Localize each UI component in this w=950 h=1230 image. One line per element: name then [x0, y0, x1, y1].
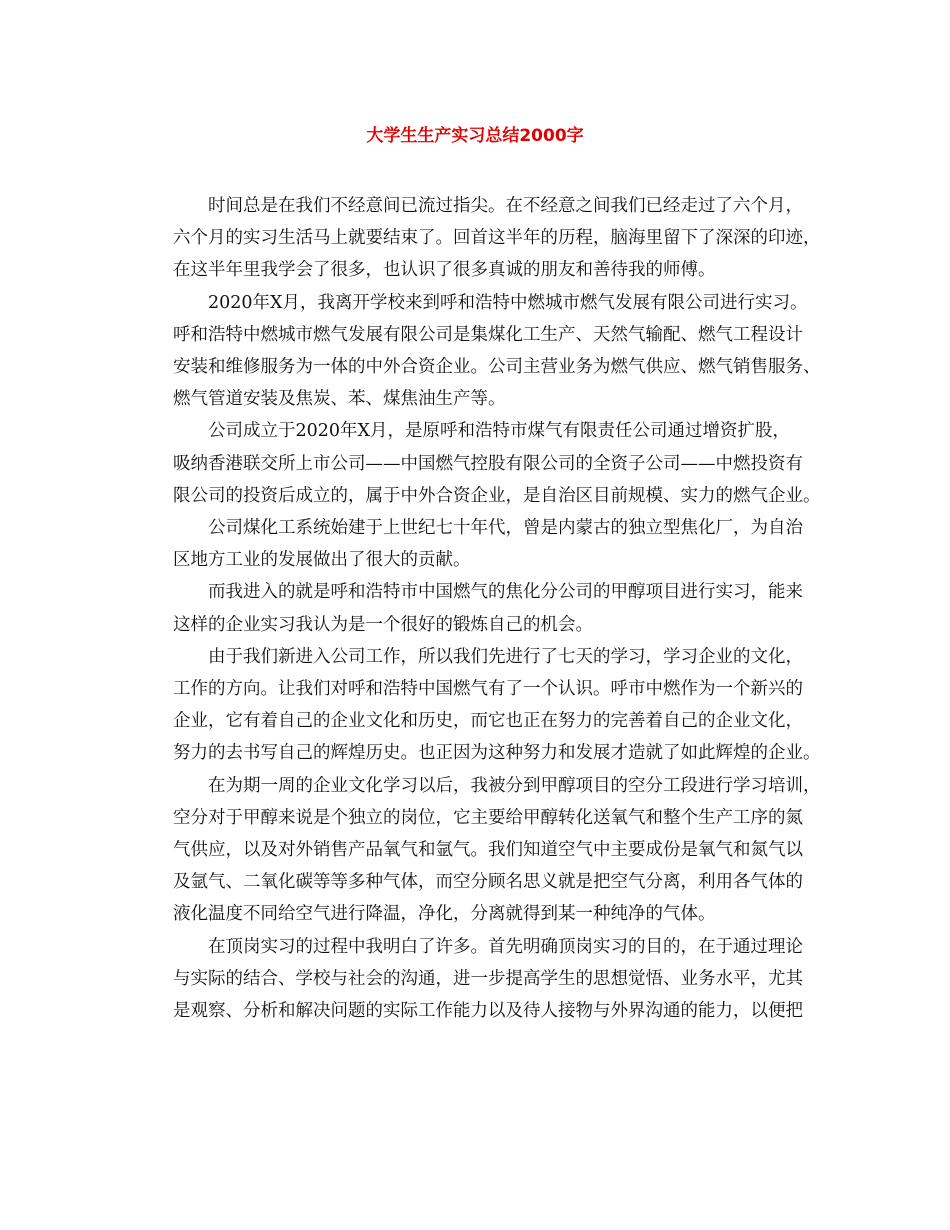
text-line: 在顶岗实习的过程中我明白了许多。首先明确顶岗实习的目的，在于通过理论	[208, 936, 803, 957]
paragraph-2	[138, 287, 828, 416]
text-line: 区地方工业的发展做出了很大的贡献。	[173, 550, 471, 571]
text-line: 是观察、分析和解决问题的实际工作能力以及待人接物与外界沟通的能力，以便把	[173, 1001, 803, 1022]
text-line: 吸纳香港联交所上市公司——中国燃气控股有限公司的全资子公司——中燃投资有	[173, 453, 803, 474]
text-line: 与实际的结合、学校与社会的沟通，进一步提高学生的思想觉悟、业务水平，尤其	[173, 968, 803, 989]
text-line: 六个月的实习生活马上就要结束了。回首这半年的历程，脑海里留下了深深的印迹，	[173, 228, 821, 249]
text-line: 努力的去书写自己的辉煌历史。也正因为这种努力和发展才造就了如此辉煌的企业。	[173, 743, 821, 764]
paragraph-3	[138, 415, 828, 512]
text-line: 时间总是在我们不经意间已流过指尖。在不经意之间我们已经走过了六个月，	[208, 196, 803, 216]
text-line: 气供应，以及对外销售产品氧气和氩气。我们知道空气中主要成份是氧气和氮气以	[173, 840, 803, 861]
text-line: 及氩气、二氧化碳等等多种气体，而空分顾名思义就是把空气分离，利用各气体的	[173, 872, 803, 893]
paragraph-6	[138, 641, 828, 770]
text-line: 企业，它有着自己的企业文化和历史，而它也正在努力的完善着自己的企业文化，	[173, 711, 803, 732]
text-line: 液化温度不同给空气进行降温，净化，分离就得到某一种纯净的气体。	[173, 904, 716, 925]
text-line: 燃气管道安装及焦炭、苯、煤焦油生产等。	[173, 389, 506, 410]
text-line: 在这半年里我学会了很多，也认识了很多真诚的朋友和善待我的师傅。	[173, 260, 716, 281]
text-line: 由于我们新进入公司工作，所以我们先进行了七天的学习，学习企业的文化，	[208, 646, 803, 667]
text-line: 工作的方向。让我们对呼和浩特中国燃气有了一个认识。呼市中燃作为一个新兴的	[173, 679, 803, 700]
text-line: 呼和浩特中燃城市燃气发展有限公司是集煤化工生产、天然气输配、燃气工程设计	[173, 324, 803, 345]
document-title: 大学生生产实习总结2000字	[366, 126, 584, 146]
paragraph-8	[138, 931, 828, 1028]
text-line: 这样的企业实习我认为是一个很好的锻炼自己的机会。	[173, 614, 593, 635]
paragraph-4	[138, 512, 828, 576]
paragraph-7	[138, 770, 828, 931]
paragraph-5	[138, 576, 828, 640]
text-line: 公司煤化工系统始建于上世纪七十年代，曾是内蒙古的独立型焦化厂，为自治	[208, 518, 803, 539]
text-line: 而我进入的就是呼和浩特市中国燃气的焦化分公司的甲醇项目进行实习，能来	[208, 582, 803, 603]
document-body	[138, 190, 828, 1027]
text-line: 安装和维修服务为一体的中外合资企业。公司主营业务为燃气供应、燃气销售服务、	[173, 357, 821, 378]
paragraph-1	[138, 190, 828, 287]
text-line: 在为期一周的企业文化学习以后，我被分到甲醇项目的空分工段进行学习培训，	[208, 775, 821, 796]
text-line: 2020年X月，我离开学校来到呼和浩特中燃城市燃气发展有限公司进行实习。	[208, 292, 808, 313]
text-line: 空分对于甲醇来说是个独立的岗位，它主要给甲醇转化送氧气和整个生产工序的氮	[173, 807, 803, 828]
text-line: 公司成立于2020年X月，是原呼和浩特市煤气有限责任公司通过增资扩股，	[208, 421, 790, 442]
text-line: 限公司的投资后成立的，属于中外合资企业，是自治区目前规模、实力的燃气企业。	[173, 485, 821, 506]
